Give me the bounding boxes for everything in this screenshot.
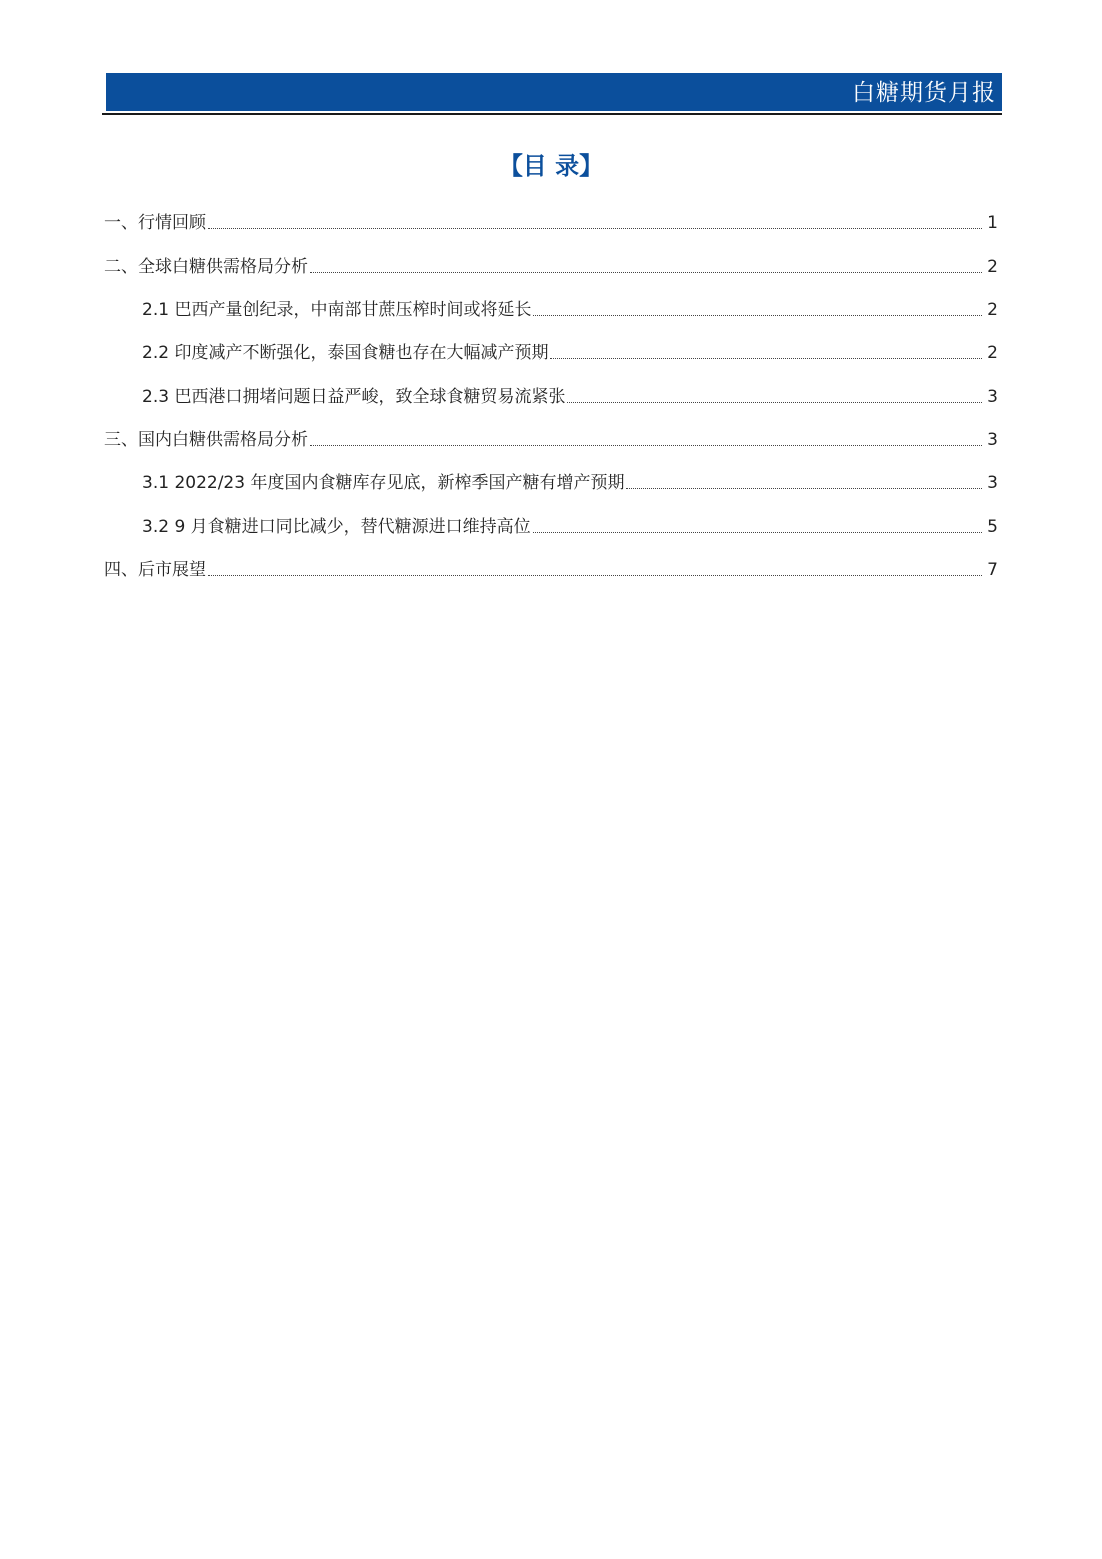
- toc-entry-label: 3.2 9 月食糖进口同比减少，替代糖源进口维持高位: [142, 517, 531, 537]
- toc-entry-page: 2: [987, 300, 998, 320]
- toc-entry-page: 3: [987, 387, 998, 407]
- toc-entry-label: 二、全球白糖供需格局分析: [104, 257, 308, 277]
- toc-entry-label: 3.1 2022/23 年度国内食糖库存见底，新榨季国产糖有增产预期: [142, 473, 625, 493]
- toc-dot-leader: [550, 358, 982, 359]
- toc-dot-leader: [567, 402, 982, 403]
- header-rule: [102, 113, 1002, 115]
- report-title: 白糖期货月报: [852, 80, 996, 106]
- toc-entry-page: 3: [987, 473, 998, 493]
- toc-entry-label: 2.1 巴西产量创纪录，中南部甘蔗压榨时间或将延长: [142, 300, 532, 320]
- toc-entry[interactable]: [104, 413, 998, 453]
- toc-dot-leader: [310, 445, 982, 446]
- toc-dot-leader: [208, 228, 982, 229]
- toc-entry-label: 2.2 印度减产不断强化，泰国食糖也存在大幅减产预期: [142, 343, 549, 363]
- toc-entry-label: 一、行情回顾: [104, 213, 206, 233]
- toc-entry[interactable]: [142, 500, 998, 540]
- toc-entry-page: 3: [987, 430, 998, 450]
- toc-dot-leader: [626, 488, 982, 489]
- toc-entry[interactable]: [142, 370, 998, 410]
- toc-entry-page: 1: [987, 213, 998, 233]
- toc-dot-leader: [533, 532, 982, 533]
- toc-entry-page: 2: [987, 343, 998, 363]
- toc-entry[interactable]: [104, 196, 998, 236]
- toc-entry[interactable]: [104, 543, 998, 583]
- toc-entry-page: 2: [987, 257, 998, 277]
- toc-entry[interactable]: [104, 240, 998, 280]
- toc-entry[interactable]: [142, 456, 998, 496]
- toc-title: 【目 录】: [498, 152, 604, 180]
- toc-dot-leader: [208, 575, 982, 576]
- toc-entry-label: 四、后市展望: [104, 560, 206, 580]
- toc-dot-leader: [310, 272, 982, 273]
- toc-entry-label: 2.3 巴西港口拥堵问题日益严峻，致全球食糖贸易流紧张: [142, 387, 566, 407]
- toc-entry-label: 三、国内白糖供需格局分析: [104, 430, 308, 450]
- toc-entry-page: 5: [987, 517, 998, 537]
- toc-entry-page: 7: [987, 560, 998, 580]
- toc-dot-leader: [533, 315, 982, 316]
- header-band: [106, 73, 1002, 111]
- toc-entry[interactable]: [142, 283, 998, 323]
- toc-entry[interactable]: [142, 326, 998, 366]
